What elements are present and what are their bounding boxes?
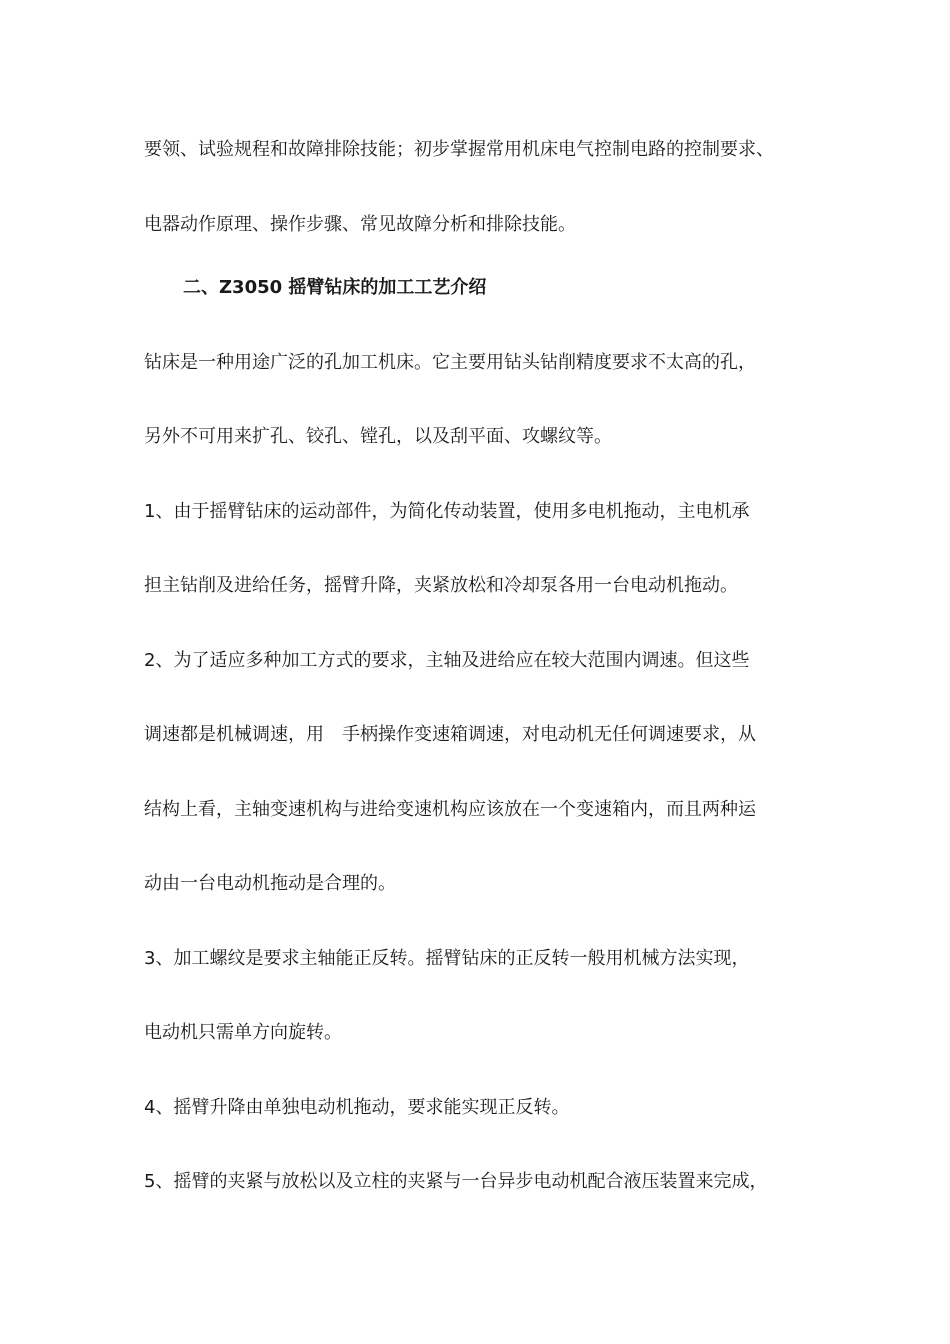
text-line: 钻床是一种用途广泛的孔加工机床。它主要用钻头钻削精度要求不太高的孔， [144, 352, 756, 373]
text-line: 调速都是机械调速，用 手柄操作变速箱调速，对电动机无任何调速要求，从 [144, 724, 756, 745]
section-heading: 二、Z3050 摇臂钻床的加工工艺介绍 [183, 277, 487, 298]
text-line: 1、由于摇臂钻床的运动部件，为简化传动装置，使用多电机拖动，主电机承 [144, 501, 750, 522]
text-line: 结构上看，主轴变速机构与进给变速机构应该放在一个变速箱内，而且两种运 [144, 799, 756, 820]
text-line: 动由一台电动机拖动是合理的。 [144, 873, 396, 894]
text-line: 担主钻削及进给任务，摇臂升降，夹紧放松和冷却泵各用一台电动机拖动。 [144, 575, 738, 596]
text-line: 电器动作原理、操作步骤、常见故障分析和排除技能。 [144, 214, 576, 235]
text-line: 要领、试验规程和故障排除技能；初步掌握常用机床电气控制电路的控制要求、 [144, 139, 774, 160]
text-line: 4、摇臂升降由单独电动机拖动，要求能实现正反转。 [144, 1097, 570, 1118]
text-line: 3、加工螺纹是要求主轴能正反转。摇臂钻床的正反转一般用机械方法实现， [144, 948, 750, 969]
text-line: 电动机只需单方向旋转。 [144, 1022, 342, 1043]
text-line: 2、为了适应多种加工方式的要求，主轴及进给应在较大范围内调速。但这些 [144, 650, 750, 671]
text-line: 另外不可用来扩孔、铰孔、镗孔，以及刮平面、攻螺纹等。 [144, 426, 612, 447]
text-line: 5、摇臂的夹紧与放松以及立柱的夹紧与一台异步电动机配合液压装置来完成， [144, 1171, 768, 1192]
